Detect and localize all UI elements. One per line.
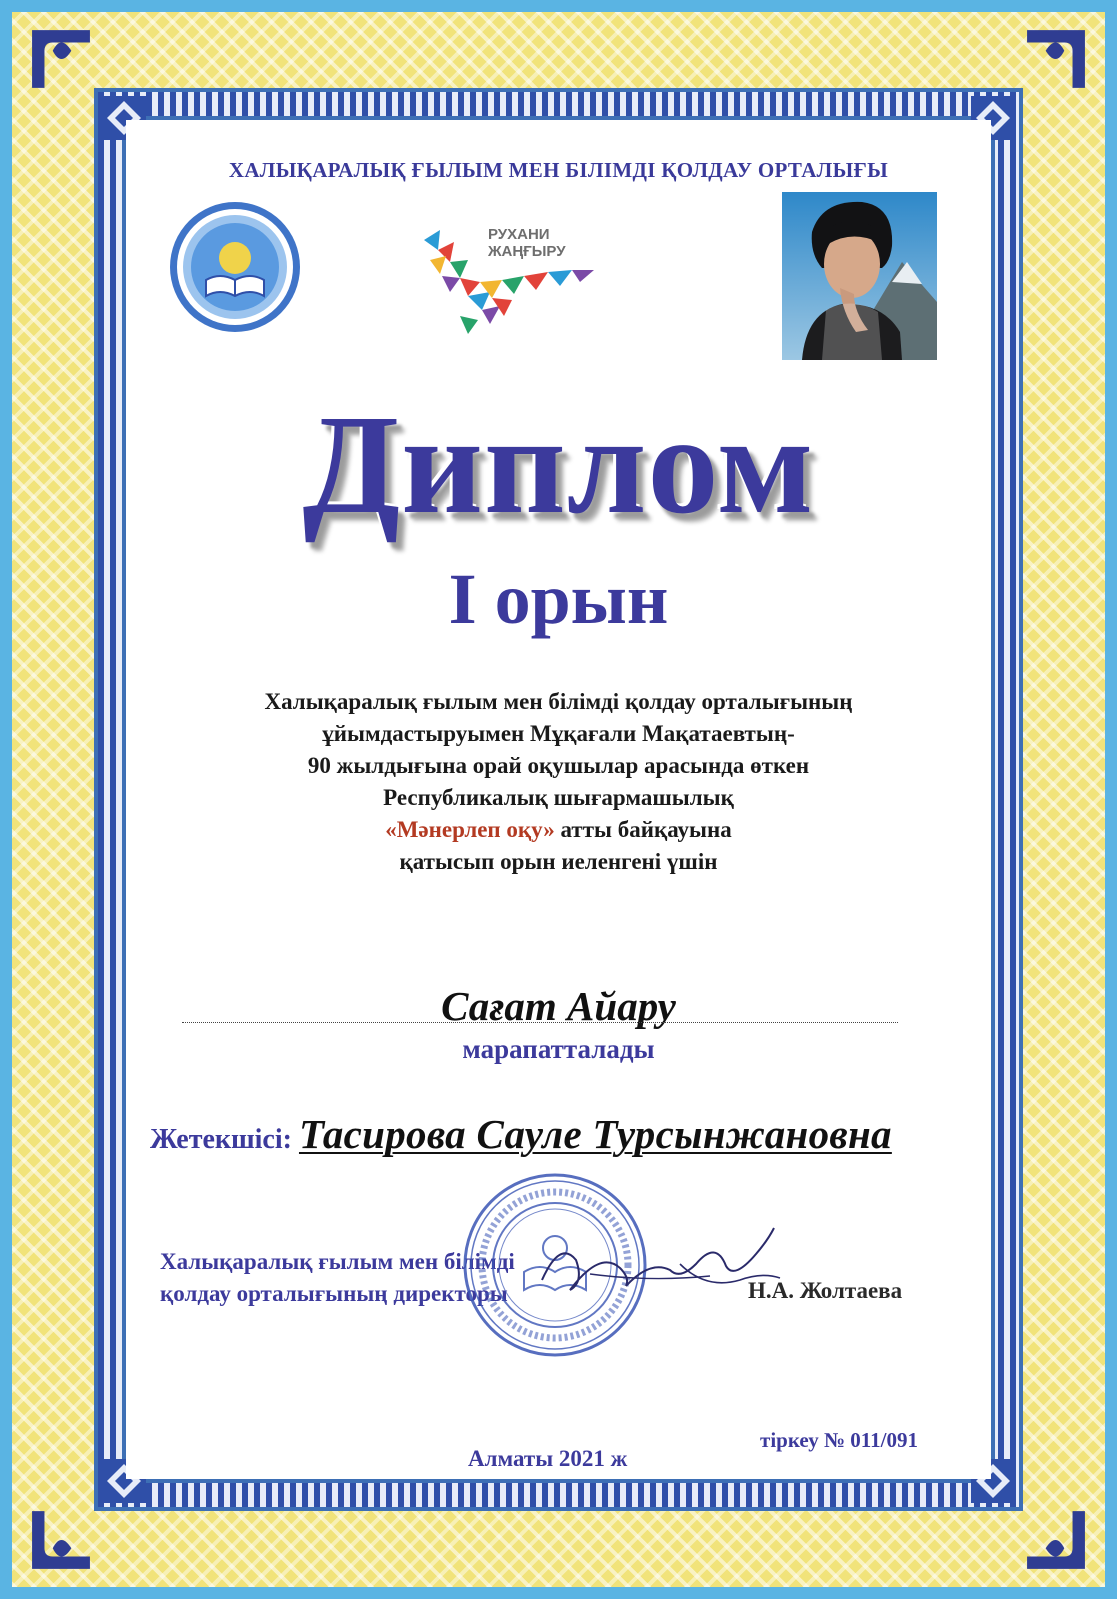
supervisor-name: Тасирова Сауле Турсынжановна [298,1111,892,1157]
corner-ornament-icon [30,1509,92,1571]
description-line: қатысып орын иеленгені үшін [399,849,718,874]
ruhani-zhangyru-label [488,226,566,260]
corner-ornament-icon [1025,1509,1087,1571]
corner-ornament-icon [1025,28,1087,90]
ruhani-line1: РУХАНИ [488,226,550,243]
ruhani-line2: ЖАҢҒЫРУ [488,243,566,260]
description-line: 90 жылдығына орай оқушылар арасында өткен [307,753,810,778]
award-description [0,686,1117,878]
description-line: Халықаралық ғылым мен білімді қолдау орталығының [264,689,853,714]
recipient-name: Сағат Айару [441,983,676,1029]
description-line: Республикалық шығармашылық [383,785,734,810]
document-title: Диплом [302,385,815,543]
organization-logo-icon [168,200,302,334]
registration-number: тіркеу № 011/091 [760,1428,918,1452]
director-name: Н.А. Жолтаева [748,1278,903,1303]
description-line [0,814,1117,846]
corner-ornament-icon [30,28,92,90]
contest-name: «Мәнерлеп оқу» [385,817,555,842]
description-line-rest: атты байқауына [554,817,732,842]
director-title-line: қолдау орталығының директоры [160,1281,508,1306]
recipient-underline [182,1022,898,1023]
place-award: I орын [448,559,669,639]
city-year: Алматы 2021 ж [468,1446,628,1471]
supervisor-row [150,1110,892,1158]
awarded-label: марапатталады [462,1034,655,1064]
director-title-line: Халықаралық ғылым мен білімді [160,1249,515,1274]
organization-title: ХАЛЫҚАРАЛЫҚ ҒЫЛЫМ МЕН БІЛІМДІ ҚОЛДАУ ОРТАЛЫҒЫ [228,158,889,182]
poet-portrait-image [782,192,937,360]
supervisor-label: Жетекшісі: [150,1124,299,1155]
description-line: ұйымдастыруымен Мұқағали Мақатаевтың- [322,721,795,746]
